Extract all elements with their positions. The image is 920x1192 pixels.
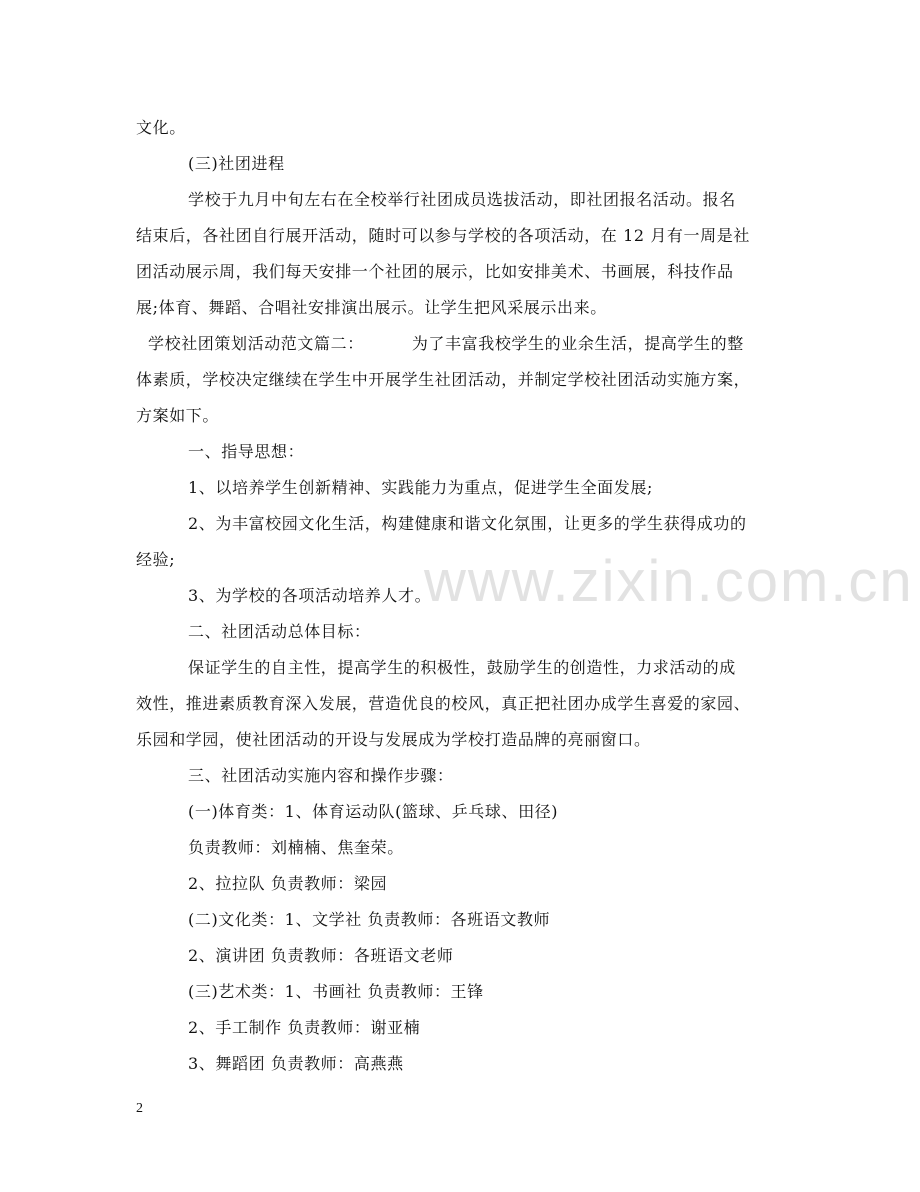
list-item: (三)艺术类：1、书画社 负责教师：王锋 [188, 982, 484, 1001]
article-title: 学校社团策划活动范文篇二： [148, 334, 364, 353]
list-item: 2、拉拉队 负责教师：梁园 [188, 874, 388, 893]
list-item: 3、为学校的各项活动培养人才。 [188, 586, 432, 605]
text-line: 结束后，各社团自行展开活动，随时可以参与学校的各项活动，在 12 月有一周是社 [136, 226, 750, 245]
list-item: 负责教师：刘楠楠、焦奎荣。 [188, 838, 404, 857]
section-heading: (三)社团进程 [188, 154, 285, 173]
list-item: (二)文化类：1、文学社 负责教师：各班语文教师 [188, 910, 551, 929]
list-item: (一)体育类：1、体育运动队(篮球、乒乓球、田径) [188, 802, 559, 821]
text-line: 经验; [136, 550, 176, 569]
list-item: 2、演讲团 负责教师：各班语文老师 [188, 946, 454, 965]
text-line: 学校于九月中旬左右在全校举行社团成员选拔活动，即社团报名活动。报名 [188, 190, 736, 209]
list-item: 2、手工制作 负责教师：谢亚楠 [188, 1018, 421, 1037]
text-line: 乐园和学园，使社团活动的开设与发展成为学校打造品牌的亮丽窗口。 [136, 730, 651, 749]
text-span: 为了丰富我校学生的业余生活，提高学生的整 [411, 334, 744, 353]
section-heading: 一、指导思想： [188, 442, 305, 461]
text-line: 体素质，学校决定继续在学生中开展学生社团活动，并制定学校社团活动实施方案， [136, 370, 751, 389]
page-number: 2 [136, 1101, 143, 1116]
text-line: 展;体育、舞蹈、合唱社安排演出展示。让学生把风采展示出来。 [136, 298, 607, 317]
section-heading: 二、社团活动总体目标： [188, 622, 371, 641]
text-line: 团活动展示周，我们每天安排一个社团的展示，比如安排美术、书画展，科技作品 [136, 262, 734, 281]
list-item: 3、舞蹈团 负责教师：高燕燕 [188, 1054, 404, 1073]
section-heading: 三、社团活动实施内容和操作步骤： [188, 766, 454, 785]
text-line [148, 334, 808, 354]
list-item: 2、为丰富校园文化生活，构建健康和谐文化氛围，让更多的学生获得成功的 [188, 514, 747, 533]
text-line: 方案如下。 [136, 406, 220, 425]
watermark: www.zixin.com.cn [424, 549, 914, 614]
list-item: 1、以培养学生创新精神、实践能力为重点，促进学生全面发展; [188, 478, 653, 497]
text-line: 效性，推进素质教育深入发展，营造优良的校风，真正把社团办成学生喜爱的家园、 [136, 694, 751, 713]
text-line: 保证学生的自主性，提高学生的积极性，鼓励学生的创造性，力求活动的成 [188, 658, 736, 677]
text-line: 文化。 [136, 118, 186, 137]
